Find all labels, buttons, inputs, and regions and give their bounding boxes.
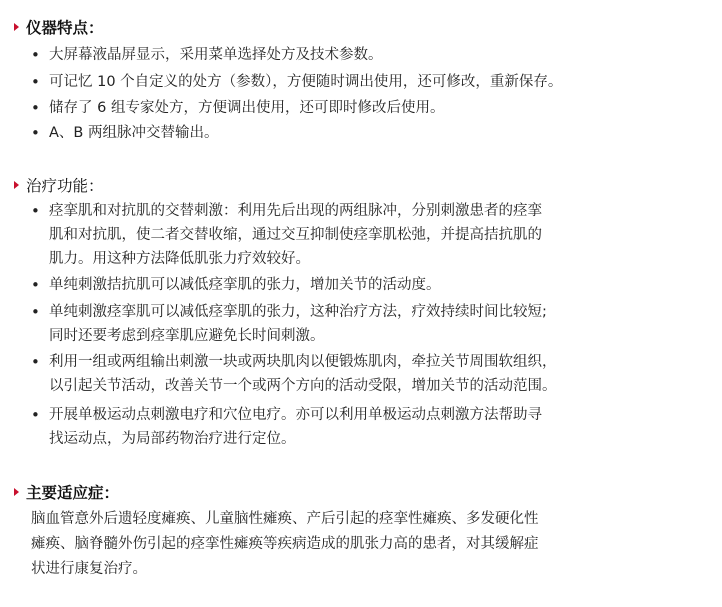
- function-item-line: 单纯刺激痉挛肌可以减低痉挛肌的张力，这种治疗方法，疗效持续时间比较短;: [49, 304, 547, 320]
- features-heading: [14, 15, 104, 39]
- bullet-icon: •: [31, 406, 40, 424]
- function-item-line: 开展单极运动点刺激电疗和穴位电疗。亦可以利用单极运动点刺激方法帮助寻: [49, 407, 542, 423]
- feature-item-line: 可记忆 10 个自定义的处方（参数），方便随时调出使用，还可修改，重新保存。: [49, 74, 563, 90]
- function-item-line: 单纯刺激拮抗肌可以减低痉挛肌的张力，增加关节的活动度。: [49, 277, 441, 293]
- feature-item-line: 大屏幕液晶屏显示，采用菜单选择处方及技术参数。: [49, 47, 383, 63]
- indications-line: 脑血管意外后遗轻度瘫痪、儿童脑性瘫痪、产后引起的痉挛性瘫痪、多发硬化性: [31, 511, 539, 527]
- function-item-line: 肌力。用这种方法降低肌张力疗效较好。: [49, 251, 310, 267]
- functions-heading: [14, 173, 104, 197]
- bullet-icon: •: [31, 99, 40, 117]
- function-item-line: 同时还要考虑到痉挛肌应避免长时间刺激。: [49, 328, 325, 344]
- function-item-line: 找运动点，为局部药物治疗进行定位。: [49, 431, 296, 447]
- function-item-line: 痉挛肌和对抗肌的交替刺激：利用先后出现的两组脉冲，分别刺激患者的痉挛: [49, 203, 542, 219]
- heading-marker-icon: [14, 488, 19, 496]
- indications-line: 状进行康复治疗。: [31, 561, 147, 577]
- bullet-icon: •: [31, 73, 40, 91]
- bullet-icon: •: [31, 276, 40, 294]
- feature-item-line: A、B 两组脉冲交替输出。: [49, 125, 219, 141]
- feature-item-line: 储存了 6 组专家处方，方便调出使用，还可即时修改后使用。: [49, 100, 445, 116]
- function-item-line: 肌和对抗肌，使二者交替收缩，通过交互抑制使痉挛肌松弛，并提高拮抗肌的: [49, 227, 542, 243]
- indications-line: 瘫痪、脑脊髓外伤引起的痉挛性瘫痪等疾病造成的肌张力高的患者，对其缓解症: [31, 536, 539, 552]
- bullet-icon: •: [31, 202, 40, 220]
- bullet-icon: •: [31, 46, 40, 64]
- heading-marker-icon: [14, 23, 19, 31]
- bullet-icon: •: [31, 124, 40, 142]
- bullet-icon: •: [31, 303, 40, 321]
- indications-paragraph: [31, 507, 691, 582]
- bullet-icon: •: [31, 353, 40, 371]
- features-heading-text: 仪器特点：: [26, 19, 104, 37]
- heading-marker-icon: [14, 181, 19, 189]
- indications-heading: [14, 480, 119, 504]
- indications-heading-text: 主要适应症：: [26, 484, 120, 502]
- functions-heading-text: 治疗功能：: [26, 177, 104, 195]
- function-item-line: 利用一组或两组输出刺激一块或两块肌肉以便锻炼肌肉，牵拉关节周围软组织，: [49, 354, 557, 370]
- function-item-line: 以引起关节活动，改善关节一个或两个方向的活动受限，增加关节的活动范围。: [49, 378, 557, 394]
